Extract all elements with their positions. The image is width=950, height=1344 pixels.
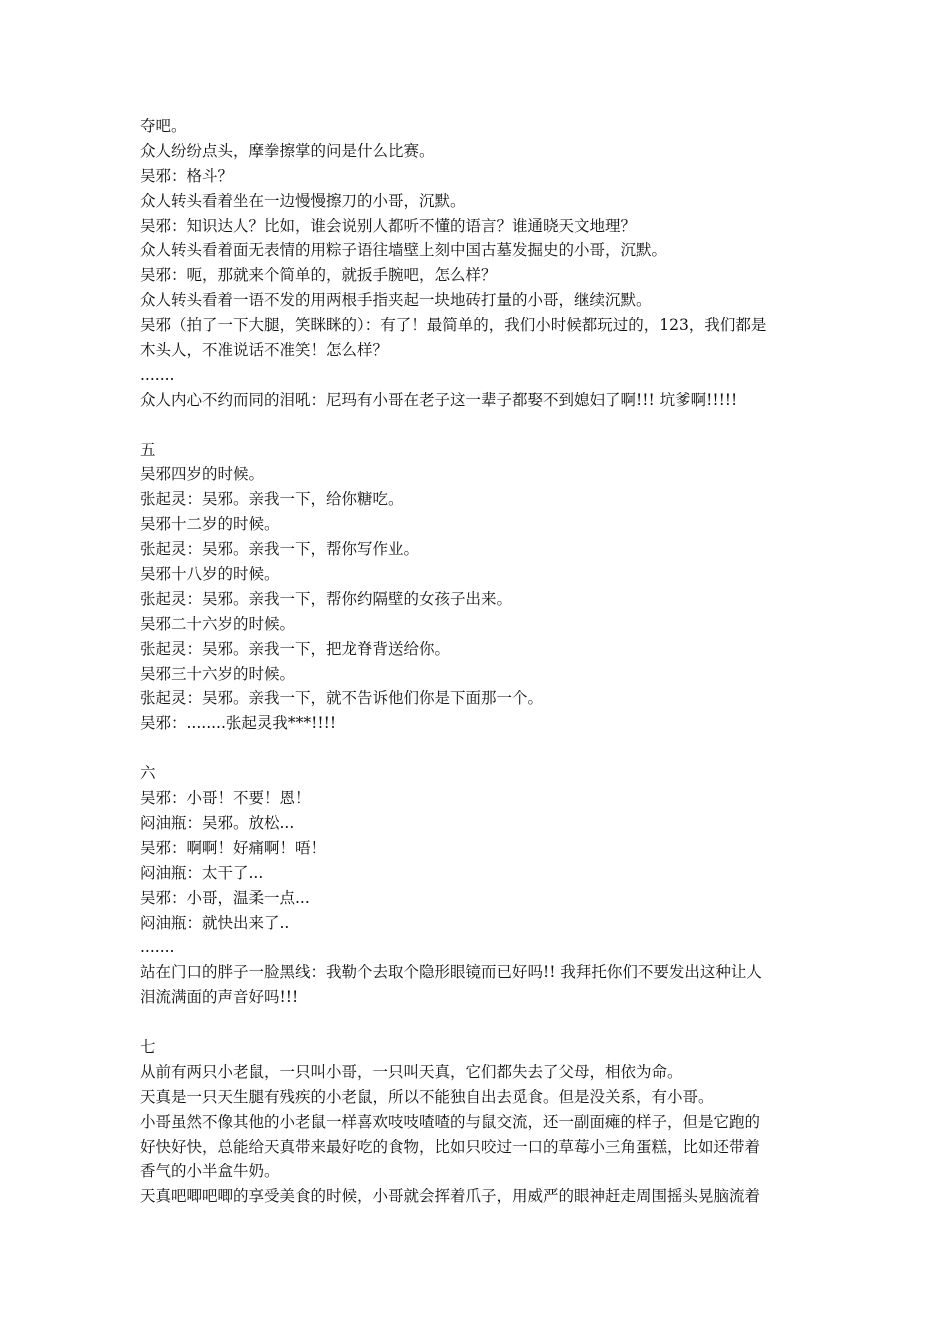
text-line: 泪流满面的声音好吗!!! <box>140 988 299 1007</box>
text-line: 七 <box>140 1037 156 1056</box>
text-line: 吴邪：........张起灵我***!!!! <box>140 714 337 733</box>
text-line: ....... <box>140 938 175 957</box>
document-body-text <box>140 114 820 1209</box>
text-line: 吴邪：小哥！不要！恩！ <box>140 789 311 808</box>
text-line: 闷油瓶：太干了... <box>140 863 264 882</box>
text-line: 吴邪三十六岁的时候。 <box>140 664 296 683</box>
blank-line <box>140 413 820 438</box>
text-line: 众人转头看着坐在一边慢慢擦刀的小哥，沉默。 <box>140 191 466 210</box>
text-line: 张起灵：吴邪。亲我一下，就不告诉他们你是下面那一个。 <box>140 689 544 708</box>
text-line: 吴邪：啊啊！好痛啊！唔！ <box>140 838 327 857</box>
blank-line <box>140 736 820 761</box>
text-line: 吴邪：格斗？ <box>140 166 234 185</box>
text-line: 闷油瓶：吴邪。放松... <box>140 813 295 832</box>
blank-line <box>140 1010 820 1035</box>
text-line: 六 <box>140 764 156 783</box>
text-line: 众人转头看着一语不发的用两根手指夹起一块地砖打量的小哥，继续沉默。 <box>140 291 652 310</box>
text-line: 众人内心不约而同的泪吼：尼玛有小哥在老子这一辈子都娶不到媳妇了啊!!! 坑爹啊!!!!! <box>140 390 738 409</box>
text-line: 张起灵：吴邪。亲我一下，帮你写作业。 <box>140 540 420 559</box>
text-line: 吴邪二十六岁的时候。 <box>140 614 296 633</box>
text-line: 闷油瓶：就快出来了.. <box>140 913 290 932</box>
text-line: 众人纷纷点头，摩拳擦掌的问是什么比赛。 <box>140 141 435 160</box>
text-line: 张起灵：吴邪。亲我一下，帮你约隔壁的女孩子出来。 <box>140 589 513 608</box>
text-line: 香气的小半盒牛奶。 <box>140 1162 280 1181</box>
text-line: 小哥虽然不像其他的小老鼠一样喜欢吱吱喳喳的与鼠交流，还一副面瘫的样子，但是它跑的 <box>140 1112 761 1131</box>
text-line: 天真吧唧吧唧的享受美食的时候，小哥就会挥着爪子，用威严的眼神赶走周围摇头晃脑流着 <box>140 1187 761 1206</box>
text-line: 张起灵：吴邪。亲我一下，把龙脊背送给你。 <box>140 639 451 658</box>
text-line: 吴邪四岁的时候。 <box>140 465 265 484</box>
text-line: 吴邪（拍了一下大腿，笑眯眯的）：有了！最简单的，我们小时候都玩过的，123，我们都是 <box>140 316 767 335</box>
text-line: 张起灵：吴邪。亲我一下，给你糖吃。 <box>140 490 404 509</box>
text-line: 吴邪十二岁的时候。 <box>140 515 280 534</box>
text-line: 从前有两只小老鼠，一只叫小哥，一只叫天真，它们都失去了父母，相依为命。 <box>140 1062 683 1081</box>
text-line: 吴邪：小哥，温柔一点... <box>140 888 310 907</box>
text-line: 吴邪：知识达人？比如，谁会说别人都听不懂的语言？谁通晓天文地理？ <box>140 216 637 235</box>
text-line: 吴邪十八岁的时候。 <box>140 565 280 584</box>
text-line: 木头人，不准说话不准笑！怎么样？ <box>140 341 389 360</box>
text-line: 好快好快，总能给天真带来最好吃的食物，比如只咬过一口的草莓小三角蛋糕，比如还带着 <box>140 1137 761 1156</box>
text-line: 众人转头看着面无表情的用粽子语往墙壁上刻中国古墓发掘史的小哥，沉默。 <box>140 241 668 260</box>
text-line: 站在门口的胖子一脸黑线：我勒个去取个隐形眼镜而已好吗!! 我拜托你们不要发出这种让人 <box>140 963 762 982</box>
text-line: 吴邪：呃，那就来个简单的，就扳手腕吧，怎么样？ <box>140 266 497 285</box>
text-line: ....... <box>140 365 175 384</box>
text-line: 五 <box>140 440 156 459</box>
text-line: 夺吧。 <box>140 117 187 135</box>
text-line: 天真是一只天生腿有残疾的小老鼠，所以不能独自出去觅食。但是没关系，有小哥。 <box>140 1087 714 1106</box>
